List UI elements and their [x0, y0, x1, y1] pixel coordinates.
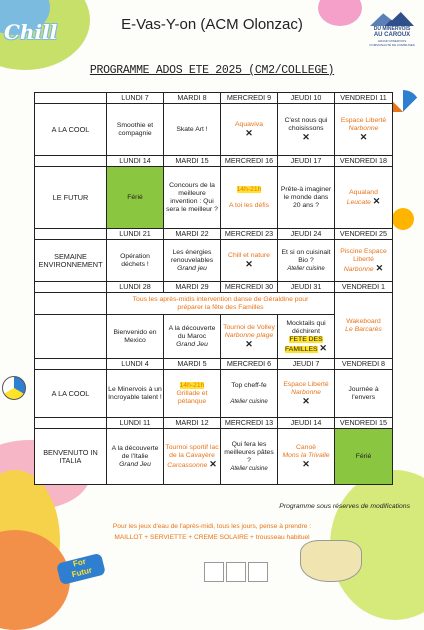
days-row	[35, 229, 393, 240]
partner-logo-jeunesse	[248, 562, 268, 582]
day-header: MARDI 15	[164, 156, 221, 167]
cutlery-icon: ✕	[302, 458, 310, 469]
dance-banner-row	[35, 293, 393, 315]
day-header: JEUDI 7	[278, 359, 335, 370]
partner-logo-caf	[226, 562, 246, 582]
activity-text: Prête-à imaginer le monde dans 20 ans ?	[280, 185, 332, 209]
day-header: LUNDI 14	[107, 156, 164, 167]
activity-cell	[278, 315, 335, 359]
logo-line2: AU CAROUX	[373, 32, 411, 38]
week-theme: BENVENUTO IN ITALIA	[35, 429, 107, 485]
activity-place: Leucate	[346, 198, 371, 206]
logo-line4: COMMUNAUTÉ DE COMMUNES	[369, 43, 415, 47]
activity-text: Tournoi de Volley	[223, 323, 275, 331]
activity-text: Espace Liberté	[340, 116, 387, 124]
day-header: JEUDI 31	[278, 282, 335, 293]
activity-cell	[164, 167, 221, 229]
banner-line: Tous les après-midis intervention danse de Géraldine pour	[132, 295, 309, 303]
activity-text: Férié	[355, 452, 372, 460]
footer-line1: Pour les jeux d'eau de l'après-midi, tous les jours, pense à prendre :	[112, 523, 312, 530]
day-header: MERCREDI 6	[221, 359, 278, 370]
activity-text: Espace Liberté	[283, 380, 329, 388]
activity-cell	[335, 167, 393, 229]
logo-line1: DU MINERVOIS	[373, 26, 411, 32]
activity-text: A toi les défis	[228, 201, 270, 209]
activity-cell	[221, 167, 278, 229]
activity-cell	[107, 370, 164, 418]
page-title: E-Vas-Y-on (ACM Olonzac)	[121, 16, 303, 33]
holiday-cell	[335, 429, 393, 485]
activity-text: C'est nous qui choisissons	[284, 116, 328, 132]
cutlery-icon: ✕	[302, 131, 310, 142]
activity-text: A la découverte du Maroc	[168, 324, 216, 340]
activity-text: Concours de la meilleure invention : Qui sera le meilleur ?	[166, 181, 218, 213]
activity-note: Atelier cuisine	[230, 465, 268, 472]
activity-place: Narbonne plage	[224, 331, 274, 339]
activity-text: Piscine Espace Liberté	[340, 247, 387, 263]
day-header: MARDI 5	[164, 359, 221, 370]
activity-text: Chill et nature	[228, 251, 270, 259]
activity-text: Les énergies renouvelables	[170, 248, 214, 264]
partner-logo-msa	[204, 562, 224, 582]
activity-place: Narbonne	[291, 388, 321, 396]
sun-icon	[392, 208, 414, 230]
week-theme: SEMAINE ENVIRONNEMENT	[35, 240, 107, 282]
activity-cell	[335, 370, 393, 418]
week-theme: LE FUTUR	[35, 167, 107, 229]
schedule-table	[34, 92, 393, 485]
day-header: LUNDI 4	[107, 359, 164, 370]
modification-note: Programme sous réserves de modifications	[279, 503, 410, 510]
activity-cell	[335, 104, 393, 156]
activity-text: Et si on cuisinait Bio ?	[281, 248, 331, 264]
day-header: LUNDI 11	[107, 418, 164, 429]
event-highlight: FETE DES FAMILLES	[285, 335, 323, 353]
activity-place: Narbonne	[343, 265, 374, 273]
banner-line: préparer la fête des Familles	[177, 303, 264, 311]
activity-cell	[107, 315, 164, 359]
day-header: JEUDI 24	[278, 229, 335, 240]
day-header: JEUDI 14	[278, 418, 335, 429]
activity-cell	[335, 293, 393, 359]
activity-row	[35, 104, 393, 156]
day-header: VENDREDI 18	[335, 156, 393, 167]
activity-cell	[278, 167, 335, 229]
activity-place: Le Barcarès	[345, 325, 382, 333]
activity-text: Mocktails qui déchirent	[286, 319, 326, 335]
activity-text: Journée à l'envers	[348, 385, 379, 401]
day-header: LUNDI 28	[107, 282, 164, 293]
cutlery-icon: ✕	[375, 262, 384, 273]
days-row	[35, 359, 393, 370]
week-theme: A LA COOL	[35, 370, 107, 418]
day-header: VENDREDI 15	[335, 418, 393, 429]
cutlery-icon: ✕	[245, 258, 253, 269]
day-header: MERCREDI 23	[221, 229, 278, 240]
day-header: VENDREDI 8	[335, 359, 393, 370]
activity-cell	[221, 429, 278, 485]
activity-text: Canoë	[295, 443, 317, 451]
activity-row	[35, 429, 393, 485]
activity-place: Carcassonne	[167, 461, 208, 469]
day-header: LUNDI 21	[107, 229, 164, 240]
activity-cell	[278, 104, 335, 156]
cutlery-icon: ✕	[372, 195, 381, 206]
activity-cell	[335, 240, 393, 282]
banner-word: For	[72, 556, 87, 569]
day-header: VENDREDI 1	[335, 282, 393, 293]
activity-row	[35, 167, 393, 229]
day-header: MARDI 22	[164, 229, 221, 240]
day-header: JEUDI 17	[278, 156, 335, 167]
activity-cell	[221, 240, 278, 282]
scooter-icon	[300, 540, 362, 582]
activity-cell	[278, 370, 335, 418]
days-row	[35, 156, 393, 167]
activity-text: Qui fera les meilleures pâtes ?	[224, 440, 274, 464]
activity-cell	[107, 429, 164, 485]
volleyball-icon	[2, 376, 26, 400]
chill-logo: Chill	[4, 20, 58, 44]
activity-text: Aquaviva	[235, 120, 263, 128]
activity-text: Grillade et pétanque	[176, 389, 208, 405]
time-badge: 14h-21h	[236, 185, 262, 193]
cutlery-icon: ✕	[359, 131, 368, 142]
day-header: MARDI 8	[164, 93, 221, 104]
activity-text: A la découverte de l'Italie	[111, 444, 159, 460]
activity-cell	[278, 429, 335, 485]
cutlery-icon: ✕	[245, 127, 253, 138]
days-row	[35, 418, 393, 429]
logo-line3: GRAND MINERVOIS	[377, 39, 407, 43]
day-header: MERCREDI 9	[221, 93, 278, 104]
time-badge: 14h-21h	[179, 381, 205, 389]
activity-cell	[164, 315, 221, 359]
banner-word: Futur	[70, 565, 93, 580]
day-header: JEUDI 10	[278, 93, 335, 104]
mountain-icon	[370, 12, 414, 26]
activity-cell	[107, 104, 164, 156]
activity-place: Narbonne	[348, 124, 379, 132]
activity-cell	[164, 240, 221, 282]
activity-text: Wakeboard	[346, 317, 381, 325]
activity-note: Atelier cuisine	[230, 398, 268, 405]
cutlery-icon: ✕	[245, 338, 253, 349]
days-row	[35, 282, 393, 293]
activity-note: Grand Jeu	[176, 340, 208, 348]
holiday-cell	[107, 167, 164, 229]
day-header: MERCREDI 16	[221, 156, 278, 167]
activity-cell	[164, 429, 221, 485]
activity-cell	[278, 240, 335, 282]
day-header: VENDREDI 25	[335, 229, 393, 240]
footer-reminder	[0, 521, 424, 543]
activity-note: Grand jeu	[177, 264, 207, 272]
activity-text: Opération déchets !	[120, 252, 150, 268]
activity-text: Skate Art !	[176, 125, 208, 133]
day-header: LUNDI 7	[107, 93, 164, 104]
dance-banner	[107, 293, 335, 315]
activity-cell	[164, 370, 221, 418]
activity-cell	[107, 240, 164, 282]
day-header: MARDI 29	[164, 282, 221, 293]
community-logo	[362, 12, 422, 52]
activity-row	[35, 240, 393, 282]
cutlery-icon: ✕	[302, 395, 310, 406]
programme-title: PROGRAMME ADOS ETE 2025 (CM2/COLLEGE)	[89, 64, 335, 77]
day-header: VENDREDI 11	[335, 93, 393, 104]
cutlery-icon: ✕	[319, 342, 327, 353]
activity-row	[35, 370, 393, 418]
activity-cell	[164, 104, 221, 156]
day-header: MERCREDI 30	[221, 282, 278, 293]
activity-text: Top cheff-fe	[231, 381, 267, 389]
activity-text: Bienvenido en Mexico	[113, 328, 157, 344]
activity-cell	[221, 104, 278, 156]
activity-cell	[221, 315, 278, 359]
activity-text: Le Minervois à un Incroyable talent !	[108, 385, 162, 401]
activity-text: Tournoi sportif lac de la Cavayère	[165, 443, 219, 459]
activity-text: Aqualand	[349, 188, 378, 196]
days-row	[35, 93, 393, 104]
week-theme: A LA COOL	[35, 104, 107, 156]
activity-cell	[221, 370, 278, 418]
day-header: MARDI 12	[164, 418, 221, 429]
activity-note: Atelier cuisine	[287, 265, 325, 272]
cutlery-icon: ✕	[209, 458, 217, 469]
activity-text: Férié	[127, 193, 143, 201]
activity-text: Smoothie et compagnie	[116, 121, 154, 137]
activity-place: Mons la Trivalle	[282, 451, 330, 459]
day-header: MERCREDI 13	[221, 418, 278, 429]
activity-note: Grand Jeu	[119, 460, 151, 468]
footer-line2: MAILLOT + SERVIETTE + CREME SOLAIRE + trousseau habituel	[114, 534, 310, 541]
